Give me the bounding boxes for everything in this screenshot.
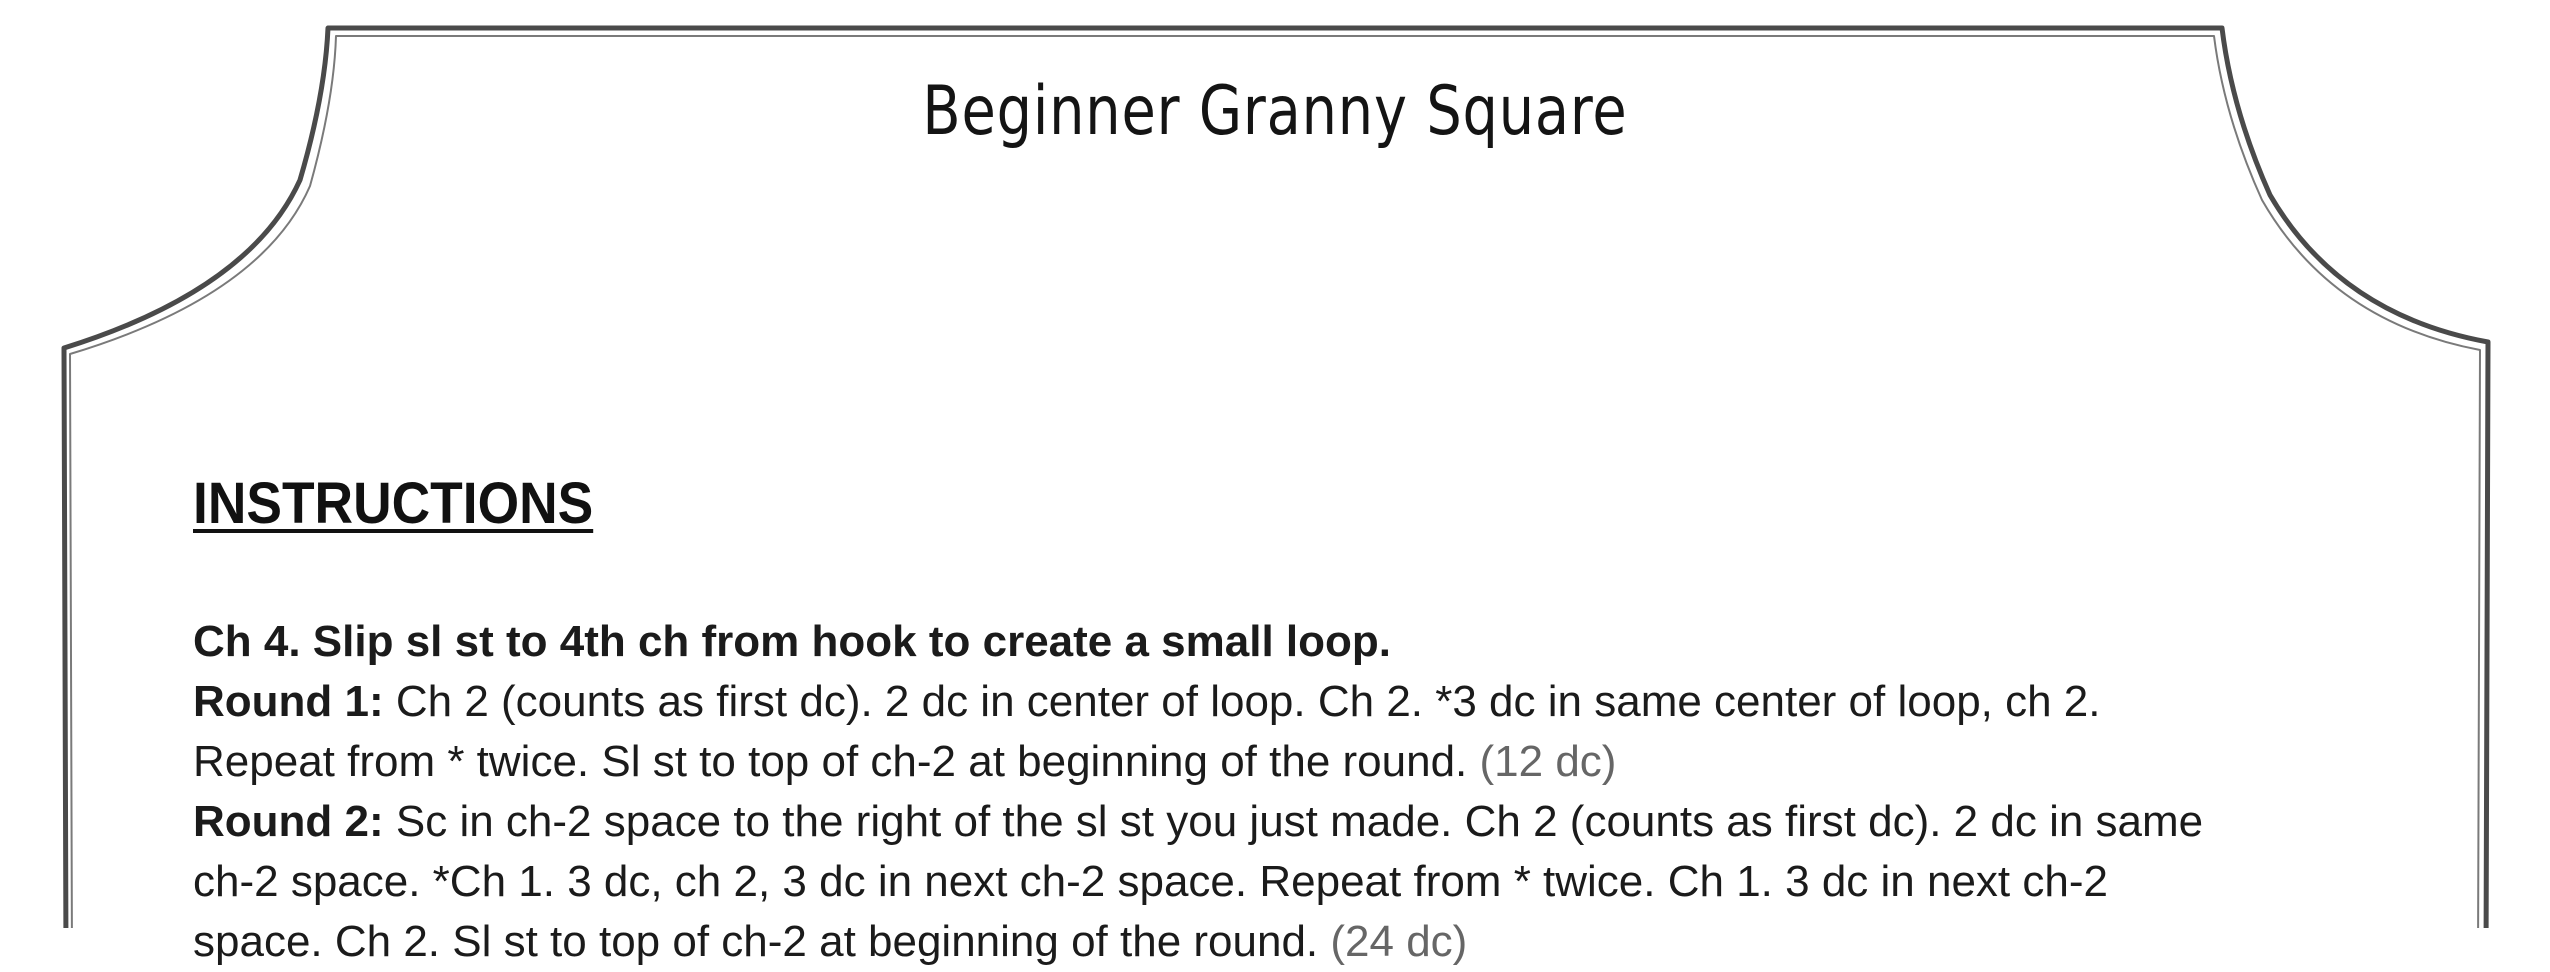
round-1-text-1: Ch 2 (counts as first dc). 2 dc in center of loop. Ch 2. *3 dc in same center of loop, ch 2. — [383, 677, 2101, 726]
round-2-text-1: Sc in ch-2 space to the right of the sl st you just made. Ch 2 (counts as first dc). 2 dc in same — [383, 797, 2204, 846]
round-2-text-2: ch-2 space. *Ch 1. 3 dc, ch 2, 3 dc in next ch-2 space. Repeat from * twice. Ch 1. 3 dc in next ch-2 — [193, 857, 2108, 906]
round-2-stitch-count: (24 dc) — [1330, 917, 1468, 966]
round-1-line-2 — [193, 732, 2393, 792]
instructions-heading: INSTRUCTIONS — [193, 471, 594, 536]
round-2-label: Round 2: — [193, 797, 384, 846]
instructions-body — [193, 612, 2393, 972]
round-2-line-2 — [193, 852, 2393, 912]
round-1-text-2: Repeat from * twice. Sl st to top of ch-2 at beginning of the round. — [193, 737, 1480, 786]
round-2-text-3: space. Ch 2. Sl st to top of ch-2 at beginning of the round. — [193, 917, 1331, 966]
pattern-title: Beginner Granny Square — [922, 72, 1628, 151]
round-1-stitch-count: (12 dc) — [1479, 737, 1617, 786]
round-2-line-1 — [193, 792, 2393, 852]
intro-line: Ch 4. Slip sl st to 4th ch from hook to create a small loop. — [193, 617, 1391, 666]
round-1-label: Round 1: — [193, 677, 384, 726]
round-2-line-3 — [193, 912, 2393, 972]
round-1-line-1 — [193, 672, 2393, 732]
